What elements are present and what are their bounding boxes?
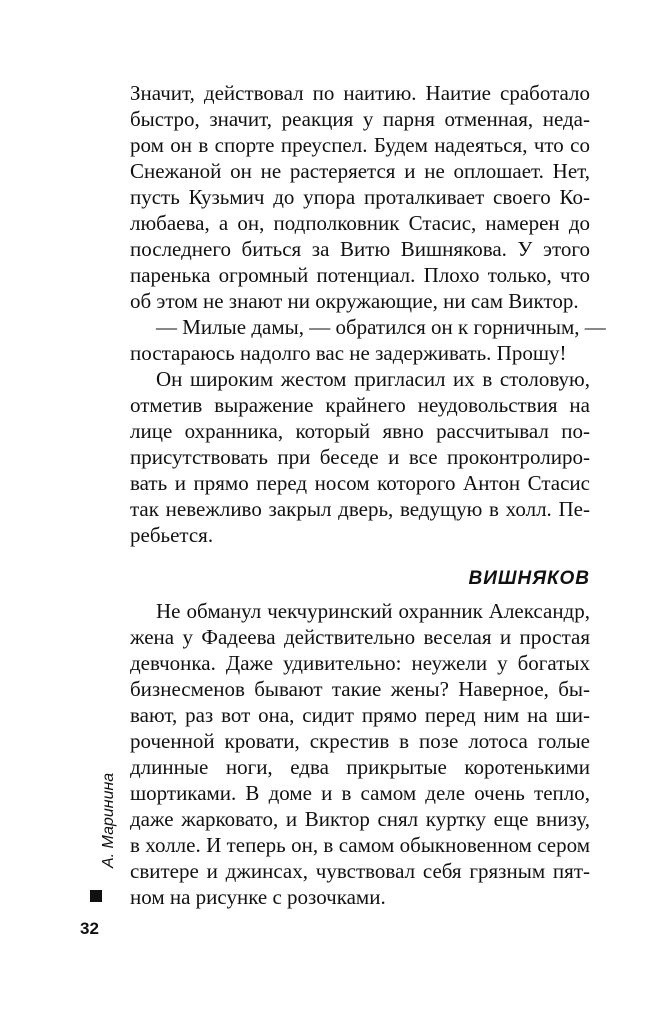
text-line: отметив выражение крайнего неудовольствия на xyxy=(130,393,590,417)
text-line: ном на рисунке с розочками. xyxy=(130,885,386,909)
page-number: 32 xyxy=(80,919,99,938)
text-line: вать и прямо перед носом которого Антон Стаcис xyxy=(130,471,590,495)
text-line: присутствовать при беседе и все проконтролиро- xyxy=(130,445,590,469)
text-line: ром он в спорте преуспел. Будем надеяться, что со xyxy=(130,133,590,157)
text-line: Снежаной он не растеряется и не оплошает. Нет, xyxy=(130,159,590,183)
text-line: — Милые дамы, — обратился он к горничным, — xyxy=(156,315,606,339)
text-line: об этом не знают ни окружающие, ни сам Виктор. xyxy=(130,289,579,313)
text-line: шортиками. В доме и в самом деле очень тепло, xyxy=(130,781,590,805)
running-author: А. Маринина xyxy=(100,772,117,868)
text-line: роченной кровати, скрестив в позе лотоса голые xyxy=(130,729,590,753)
section-heading: ВИШНЯКОВ xyxy=(468,568,590,589)
text-line: даже жарковато, и Виктор снял куртку еще внизу, xyxy=(130,807,590,831)
square-marker-icon xyxy=(90,890,102,902)
text-line: паренька огромный потенциал. Плохо только, что xyxy=(130,263,590,287)
text-line: Не обманул чекчуринский охранник Александр, xyxy=(156,599,590,623)
text-line: ребьется. xyxy=(130,523,214,547)
text-line: длинные ноги, едва прикрытые коротенькими xyxy=(130,755,590,779)
text-line: Он широким жестом пригласил их в столовую, xyxy=(156,367,590,391)
text-line: быстро, значит, реакция у парня отменная, неда- xyxy=(130,107,590,131)
text-line: лице охранника, который явно рассчитывал по- xyxy=(130,419,590,443)
text-line: бизнесменов бывают такие жены? Наверное, бы- xyxy=(130,677,590,701)
text-line: любаева, а он, подполковник Стаcис, намерен до xyxy=(130,211,590,235)
text-line: жена у Фадеева действительно веселая и простая xyxy=(130,625,590,649)
text-line: свитере и джинсах, чувствовал себя грязным пят- xyxy=(130,859,590,883)
text-line: так невежливо закрыл дверь, ведущую в холл. Пе- xyxy=(130,497,590,521)
text-line: девчонка. Даже удивительно: неужели у богатых xyxy=(130,651,590,675)
text-line: в холле. И теперь он, в самом обыкновенном сером xyxy=(130,833,590,857)
text-line: пусть Кузьмич до упора проталкивает своего Ко- xyxy=(130,185,590,209)
text-line: постараюсь надолго вас не задерживать. Прошу! xyxy=(130,341,567,365)
text-line: Значит, действовал по наитию. Наитие сработало xyxy=(130,81,590,105)
text-line: последнего биться за Витю Вишнякова. У этого xyxy=(130,237,590,261)
text-line: вают, раз вот она, сидит прямо перед ним на ши- xyxy=(130,703,590,727)
